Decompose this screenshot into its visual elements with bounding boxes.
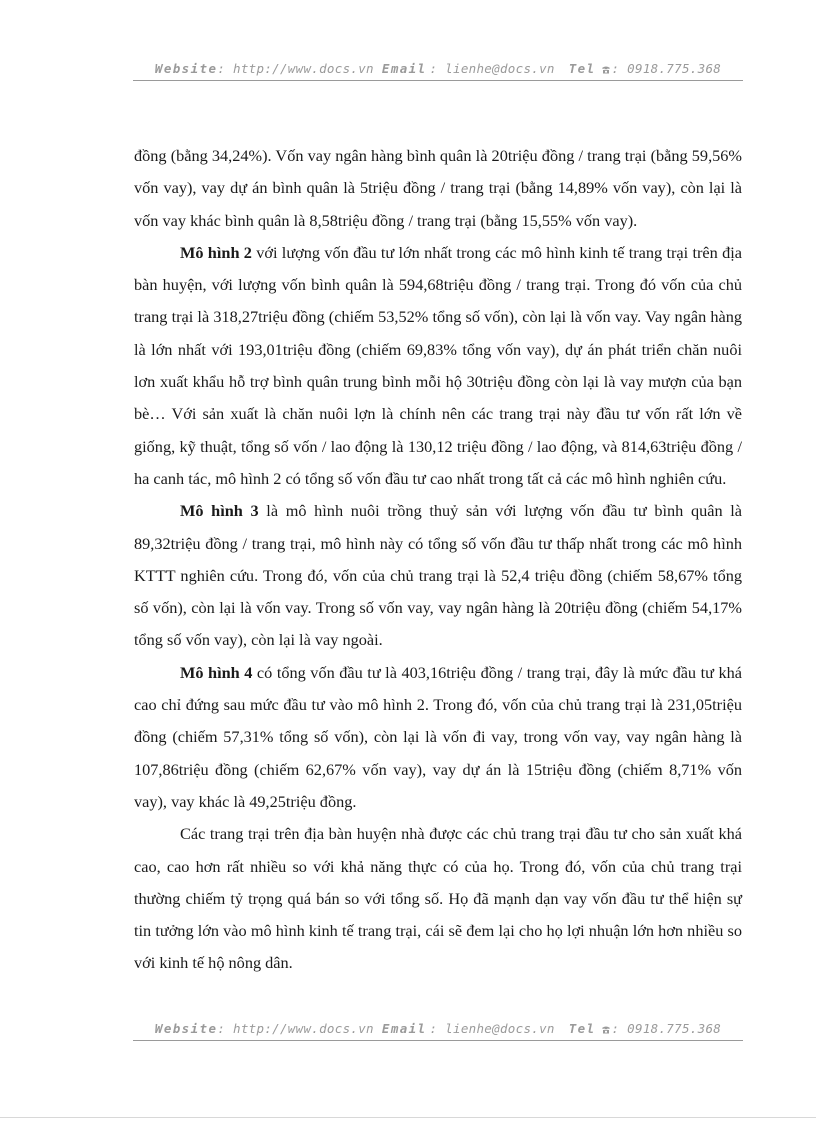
paragraph-2 [134, 237, 742, 495]
paragraph-3 [134, 495, 742, 656]
footer-banner [133, 1021, 743, 1036]
footer-website-link[interactable]: : http://www.docs.vn [217, 1021, 374, 1036]
email-link[interactable]: : lienhe@docs.vn [429, 61, 555, 76]
footer-tel-number: : 0918.775.368 [611, 1021, 722, 1036]
email-label: Email [381, 61, 427, 76]
paragraph-4 [134, 657, 742, 818]
paragraph-4-text: có tổng vốn đầu tư là 403,16triệu đồng / trang trại, đây là mức đầu tư khá cao chỉ đứng sau mức đầu tư vào mô hình 2. Trong đó, vốn của chủ trang trại là 231,05triệu đồng (chiếm 57,31% tổng số vốn), còn lại là vốn đi vay, trong vốn vay, vay ngân hàng là 107,86triệu đồng (chiếm 62,67% vốn vay), vay dự án là 15triệu đồng (chiếm 8,71% vốn vay), vay khác là 49,25triệu đồng. [134, 662, 742, 811]
footer-rule [133, 1040, 743, 1041]
header-rule [133, 80, 743, 81]
paragraph-1: đồng (bằng 34,24%). Vốn vay ngân hàng bình quân là 20triệu đồng / trang trại (bằng 59,56% vốn vay), vay dự án bình quân là 5triệu đồng / trang trại (bằng 14,89% vốn vay), còn lại là vốn vay khác bình quân là 8,58triệu đồng / trang trại (bằng 15,55% vốn vay). [134, 146, 742, 230]
tel-label: Tel [568, 61, 596, 76]
tel-number: : 0918.775.368 [611, 61, 722, 76]
header-banner [133, 61, 743, 76]
footer-website-label: Website [154, 1021, 218, 1036]
paragraph-3-text: là mô hình nuôi trồng thuỷ sản với lượng vốn đầu tư bình quân là 89,32triệu đồng / trang trại, mô hình này có tổng số vốn đầu tư thấp nhất trong các mô hình KTTT nghiên cứu. Trong đó, vốn của chủ trang trại là 52,4 triệu đồng (chiếm 58,67% tổng số vốn), còn lại là vốn vay. Trong số vốn vay, vay ngân hàng là 20triệu đồng (chiếm 54,17% tổng số vốn vay), còn lại là vay ngoài. [134, 501, 742, 650]
footer-email-label: Email [381, 1021, 427, 1036]
footer-tel-label: Tel [568, 1021, 596, 1036]
paragraph-5: Các trang trại trên địa bàn huyện nhà được các chủ trang trại đầu tư cho sản xuất khá cao, cao hơn rất nhiều so với khả năng thực có của họ. Trong đó, vốn của chủ trang trại thường chiếm tỷ trọng quá bán so với tổng số. Họ đã mạnh dạn vay vốn đầu tư thể hiện sự tin tưởng lớn vào mô hình kinh tế trang trại, cái sẽ đem lại cho họ lợi nhuận lớn hơn nhiều so với kinh tế hộ nông dân. [134, 824, 742, 973]
paragraph-4-heading: Mô hình 4 [180, 662, 253, 682]
page-edge-line [0, 1117, 816, 1118]
paragraph-2-heading: Mô hình 2 [180, 242, 252, 262]
website-link[interactable]: : http://www.docs.vn [217, 61, 374, 76]
telephone-icon [601, 65, 611, 74]
paragraph-2-text: với lượng vốn đầu tư lớn nhất trong các mô hình kinh tế trang trại trên địa bàn huyện, với lượng vốn bình quân là 594,68triệu đồng / trang trại. Trong đó vốn của chủ trang trại là 318,27triệu đồng (chiếm 53,52% tổng số vốn), còn lại là vốn vay. Vay ngân hàng là lớn nhất với 193,01triệu đồng (chiếm 69,83% tổng vốn vay), dự án phát triển chăn nuôi lơn xuất khẩu hỗ trợ bình quân trung bình mỗi hộ 30triệu đồng còn lại là vay mượn của bạn bè… Với sản xuất là chăn nuôi lợn là chính nên các trang trại này đầu tư vốn rất lớn về giống, kỹ thuật, tổng số vốn / lao động là 130,12 triệu đồng / lao động, và 814,63triệu đồng / ha canh tác, mô hình 2 có tổng số vốn đầu tư cao nhất trong tất cả các mô hình nghiên cứu. [134, 242, 742, 488]
paragraph-3-heading: Mô hình 3 [180, 501, 259, 521]
footer-telephone-icon [601, 1025, 611, 1034]
website-label: Website [154, 61, 218, 76]
document-body [134, 140, 742, 980]
footer-email-link[interactable]: : lienhe@docs.vn [429, 1021, 555, 1036]
